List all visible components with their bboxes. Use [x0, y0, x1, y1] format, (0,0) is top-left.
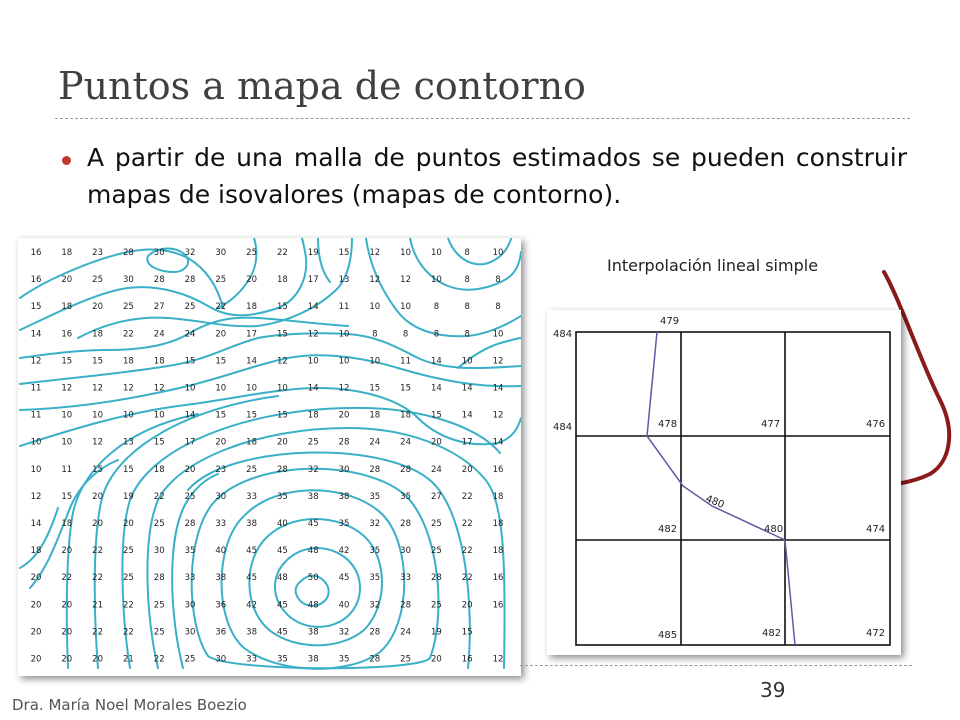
grid-value: 18	[400, 410, 412, 421]
grid-value: 15	[276, 329, 288, 340]
grid-value: 28	[400, 600, 412, 611]
grid-value: 45	[276, 600, 288, 611]
grid-value: 16	[492, 573, 504, 584]
node-value: 474	[866, 524, 886, 535]
grid-value: 25	[307, 437, 319, 448]
grid-value: 40	[215, 546, 227, 557]
grid-value: 14	[461, 410, 473, 421]
grid-value: 10	[400, 302, 412, 313]
grid-value: 15	[338, 248, 350, 258]
grid-value: 22	[92, 573, 104, 584]
node-value: 476	[866, 419, 886, 430]
grid-value: 35	[400, 491, 412, 502]
grid-value: 28	[338, 437, 350, 448]
grid-value: 14	[307, 302, 319, 313]
grid-value: 8	[495, 275, 501, 286]
grid-value: 11	[30, 383, 42, 394]
grid-value: 32	[184, 248, 196, 258]
title-divider	[55, 118, 910, 119]
grid-value: 45	[307, 519, 319, 529]
grid-value: 8	[495, 302, 501, 313]
grid-value: 25	[122, 573, 134, 584]
grid-value: 8	[433, 302, 440, 313]
grid-value: 12	[92, 437, 104, 448]
grid-value: 25	[153, 519, 165, 529]
grid-value: 32	[369, 519, 381, 529]
grid-value: 18	[492, 491, 504, 502]
grid-value: 16	[30, 275, 42, 286]
grid-value: 18	[369, 410, 381, 421]
node-value: 482	[658, 524, 678, 535]
grid-value: 28	[369, 464, 381, 475]
grid-value: 28	[369, 654, 381, 665]
grid-value: 18	[246, 302, 258, 313]
grid-value: 28	[369, 627, 381, 638]
contour-grid-figure	[18, 238, 521, 676]
grid-value: 20	[430, 437, 442, 448]
grid-value: 20	[61, 275, 73, 286]
grid-value: 18	[61, 519, 73, 529]
grid-value: 10	[369, 302, 381, 313]
grid-value: 10	[30, 464, 42, 475]
grid-value: 28	[184, 519, 196, 529]
grid-value: 30	[122, 275, 134, 286]
grid-value: 19	[122, 491, 134, 502]
grid-value: 15	[184, 356, 196, 367]
grid-value: 17	[307, 275, 319, 286]
grid-value: 11	[61, 464, 73, 475]
grid-value: 21	[122, 654, 134, 665]
node-value: 477	[761, 419, 781, 430]
grid-value: 22	[153, 491, 165, 502]
grid-value: 33	[246, 491, 258, 502]
grid-value: 16	[492, 464, 504, 475]
grid-value: 22	[122, 329, 134, 340]
grid-value: 15	[61, 491, 73, 502]
grid-value: 35	[338, 519, 350, 529]
grid-value: 30	[153, 248, 165, 258]
grid-value: 10	[215, 383, 227, 394]
grid-value: 33	[400, 573, 412, 584]
grid-value: 16	[30, 248, 42, 258]
grid-value: 38	[307, 627, 319, 638]
grid-value: 10	[61, 437, 73, 448]
grid-value: 32	[307, 464, 319, 475]
grid-value: 10	[430, 275, 442, 286]
isoline-480	[647, 332, 795, 645]
grid-value: 12	[492, 654, 504, 665]
node-value: 484	[553, 422, 573, 433]
grid-value: 25	[184, 491, 196, 502]
grid-value: 12	[400, 275, 412, 286]
grid-value: 14	[461, 383, 473, 394]
contour-grid-svg	[18, 238, 521, 676]
grid-value: 48	[307, 546, 319, 557]
grid-value: 10	[338, 356, 350, 367]
grid-value: 20	[61, 654, 73, 665]
grid-value: 12	[307, 329, 319, 340]
grid-value: 40	[338, 600, 350, 611]
grid-value: 22	[461, 573, 473, 584]
grid-value: 14	[246, 356, 258, 367]
grid-value: 33	[246, 654, 258, 665]
grid-value: 22	[461, 546, 473, 557]
author-footer: Dra. María Noel Morales Boezio	[12, 696, 247, 714]
bullet-marker	[62, 156, 71, 165]
grid-value: 8	[372, 329, 378, 340]
grid-value: 15	[430, 410, 442, 421]
grid-value: 38	[246, 627, 258, 638]
grid-value: 22	[461, 491, 473, 502]
grid-value: 35	[184, 546, 196, 557]
grid-value: 13	[122, 437, 134, 448]
grid-value: 45	[276, 627, 288, 638]
page-number: 39	[760, 678, 786, 702]
node-value: 480	[764, 524, 784, 535]
grid-value: 35	[369, 491, 381, 502]
grid-value: 15	[215, 356, 227, 367]
grid-value: 48	[276, 573, 288, 584]
grid-value: 10	[307, 356, 319, 367]
grid-value: 20	[61, 546, 73, 557]
grid-value: 14	[307, 383, 319, 394]
grid-value: 45	[246, 573, 258, 584]
grid-value: 36	[215, 600, 227, 611]
grid-value: 12	[338, 383, 350, 394]
grid-value: 11	[400, 356, 412, 367]
grid-value: 38	[215, 573, 227, 584]
grid-value: 15	[276, 410, 288, 421]
grid-value: 45	[338, 573, 350, 584]
grid-value: 12	[369, 275, 381, 286]
interpolation-label: Interpolación lineal simple	[607, 256, 819, 275]
grid-value: 10	[461, 356, 473, 367]
interpolation-figure	[547, 310, 901, 655]
grid-value: 15	[369, 383, 381, 394]
grid-value: 20	[30, 627, 42, 638]
grid-value: 28	[400, 519, 412, 529]
grid-value: 25	[430, 546, 442, 557]
grid-value: 42	[246, 600, 258, 611]
grid-value: 16	[61, 329, 73, 340]
grid-value: 22	[61, 573, 73, 584]
grid-value: 35	[369, 573, 381, 584]
grid-value: 35	[276, 491, 288, 502]
grid-value: 25	[430, 600, 442, 611]
node-value: 472	[866, 628, 886, 639]
grid-value: 25	[184, 654, 196, 665]
grid-value: 28	[430, 573, 442, 584]
grid-value: 30	[338, 464, 350, 475]
grid-value: 16	[461, 654, 473, 665]
grid-value: 24	[153, 329, 165, 340]
node-value: 484	[553, 329, 573, 340]
grid-value: 25	[246, 248, 258, 258]
grid-value: 10	[153, 410, 165, 421]
grid-value: 15	[246, 410, 258, 421]
grid-value: 23	[92, 248, 104, 258]
grid-value: 12	[369, 248, 381, 258]
grid-value: 25	[215, 275, 227, 286]
grid-value: 20	[184, 464, 196, 475]
grid-value: 18	[92, 329, 104, 340]
isoline-label: 480	[703, 493, 726, 511]
grid-value: 20	[246, 275, 258, 286]
grid-value: 8	[433, 329, 440, 340]
grid-value: 28	[276, 464, 288, 475]
grid-value: 25	[153, 600, 165, 611]
grid-value: 22	[215, 302, 227, 313]
grid-value: 24	[369, 437, 381, 448]
grid-value: 10	[30, 437, 42, 448]
grid-value: 8	[464, 275, 470, 286]
grid-value: 12	[122, 383, 134, 394]
grid-value: 25	[246, 464, 258, 475]
grid-value: 20	[92, 302, 104, 313]
grid-value: 12	[492, 356, 504, 367]
grid-value: 10	[92, 410, 104, 421]
interpolation-grid-lines	[576, 332, 890, 645]
grid-value: 8	[464, 248, 470, 258]
grid-value: 38	[307, 654, 319, 665]
grid-value: 14	[30, 519, 42, 529]
grid-value: 40	[276, 519, 288, 529]
grid-value: 24	[430, 464, 442, 475]
grid-value: 24	[400, 437, 412, 448]
grid-value: 38	[307, 491, 319, 502]
grid-value: 20	[276, 437, 288, 448]
grid-value: 15	[153, 437, 165, 448]
grid-value: 8	[402, 329, 409, 340]
grid-value: 25	[122, 302, 134, 313]
grid-value: 21	[92, 600, 104, 611]
grid-value: 13	[338, 275, 350, 286]
grid-value: 28	[122, 248, 134, 258]
grid-value: 12	[61, 383, 73, 394]
grid-value: 15	[92, 464, 104, 475]
grid-value: 12	[153, 383, 165, 394]
grid-value: 14	[184, 410, 196, 421]
grid-value: 20	[215, 437, 227, 448]
grid-value: 18	[492, 519, 504, 529]
grid-value: 28	[400, 464, 412, 475]
grid-value: 18	[276, 275, 288, 286]
grid-value: 12	[30, 356, 42, 367]
grid-value: 25	[430, 519, 442, 529]
slide-title: Puntos a mapa de contorno	[58, 64, 586, 108]
grid-value: 28	[153, 275, 165, 286]
grid-value: 14	[492, 437, 504, 448]
grid-value: 10	[492, 248, 504, 258]
grid-value: 25	[92, 275, 104, 286]
grid-value: 45	[246, 546, 258, 557]
grid-value: 22	[461, 519, 473, 529]
grid-value: 22	[122, 600, 134, 611]
grid-value: 10	[61, 410, 73, 421]
grid-value: 18	[30, 546, 42, 557]
grid-value: 27	[430, 491, 442, 502]
grid-value: 10	[338, 329, 350, 340]
grid-value: 17	[461, 437, 473, 448]
grid-value: 18	[153, 356, 165, 367]
grid-value: 15	[30, 302, 42, 313]
grid-value: 20	[338, 410, 350, 421]
grid-value: 14	[492, 383, 504, 394]
grid-value: 18	[307, 410, 319, 421]
grid-value: 35	[338, 654, 350, 665]
grid-value: 25	[400, 654, 412, 665]
grid-value: 8	[464, 302, 470, 313]
grid-value: 28	[184, 275, 196, 286]
grid-value: 12	[92, 383, 104, 394]
grid-value: 20	[30, 600, 42, 611]
grid-value: 33	[184, 573, 196, 584]
grid-value: 20	[461, 600, 473, 611]
grid-value: 11	[338, 302, 350, 313]
grid-value: 33	[215, 519, 227, 529]
grid-value: 25	[122, 546, 134, 557]
grid-value: 27	[153, 302, 165, 313]
grid-value: 22	[276, 248, 288, 258]
grid-value: 20	[215, 329, 227, 340]
grid-value: 10	[492, 329, 504, 340]
grid-value: 12	[30, 491, 42, 502]
grid-value: 10	[430, 248, 442, 258]
grid-value: 15	[461, 627, 473, 638]
grid-value: 30	[400, 546, 412, 557]
grid-value: 12	[492, 410, 504, 421]
grid-value: 20	[92, 491, 104, 502]
node-value: 479	[660, 316, 680, 327]
grid-value: 10	[369, 356, 381, 367]
grid-value: 20	[61, 627, 73, 638]
grid-value: 15	[122, 464, 134, 475]
grid-value: 20	[30, 654, 42, 665]
grid-value: 38	[246, 519, 258, 529]
grid-value: 22	[92, 627, 104, 638]
grid-value: 20	[430, 654, 442, 665]
grid-value: 15	[400, 383, 412, 394]
grid-value: 14	[430, 383, 442, 394]
grid-value: 15	[92, 356, 104, 367]
grid-value: 20	[92, 654, 104, 665]
grid-value: 20	[30, 573, 42, 584]
grid-value: 23	[215, 464, 227, 475]
grid-value: 30	[184, 600, 196, 611]
bullet-text: A partir de una malla de puntos estimados se pueden construir mapas de isovalores (mapas de contorno).	[87, 143, 907, 209]
grid-value: 10	[122, 410, 134, 421]
grid-value: 35	[276, 654, 288, 665]
grid-value: 10	[400, 248, 412, 258]
grid-value: 11	[30, 410, 42, 421]
grid-value: 48	[307, 600, 319, 611]
grid-value: 35	[369, 546, 381, 557]
grid-value: 12	[276, 356, 288, 367]
grid-value: 16	[492, 600, 504, 611]
grid-value: 45	[276, 546, 288, 557]
grid-value: 8	[464, 329, 470, 340]
grid-value: 32	[338, 627, 350, 638]
grid-value: 22	[153, 654, 165, 665]
grid-value: 24	[400, 627, 412, 638]
grid-value: 18	[153, 464, 165, 475]
grid-value: 28	[153, 573, 165, 584]
grid-value: 18	[246, 437, 258, 448]
grid-value: 15	[61, 356, 73, 367]
grid-value: 18	[122, 356, 134, 367]
grid-value: 14	[30, 329, 42, 340]
node-value: 482	[762, 628, 782, 639]
grid-value: 17	[184, 437, 196, 448]
grid-value: 30	[215, 654, 227, 665]
grid-value: 42	[338, 546, 350, 557]
grid-value: 19	[430, 627, 442, 638]
grid-value: 20	[461, 464, 473, 475]
grid-value: 18	[61, 248, 73, 258]
node-value: 485	[658, 630, 678, 641]
grid-value: 10	[276, 383, 288, 394]
grid-value: 30	[215, 491, 227, 502]
grid-value: 30	[215, 248, 227, 258]
grid-value: 15	[215, 410, 227, 421]
grid-value: 10	[184, 383, 196, 394]
grid-value: 14	[430, 356, 442, 367]
footer-divider	[520, 665, 912, 666]
grid-value: 20	[92, 519, 104, 529]
grid-value: 30	[184, 627, 196, 638]
grid-value: 22	[122, 627, 134, 638]
grid-value: 15	[276, 302, 288, 313]
grid-value: 30	[153, 546, 165, 557]
grid-value: 24	[184, 329, 196, 340]
interpolation-svg	[547, 310, 901, 655]
grid-value: 20	[61, 600, 73, 611]
grid-value: 50	[307, 573, 319, 584]
grid-value: 32	[369, 600, 381, 611]
grid-value: 25	[184, 302, 196, 313]
grid-value: 38	[338, 491, 350, 502]
grid-value: 10	[246, 383, 258, 394]
grid-value: 20	[122, 519, 134, 529]
grid-value: 19	[307, 248, 319, 258]
grid-value: 22	[92, 546, 104, 557]
grid-value: 18	[492, 546, 504, 557]
grid-value: 36	[215, 627, 227, 638]
grid-value: 18	[61, 302, 73, 313]
grid-value: 17	[246, 329, 258, 340]
node-value: 478	[658, 419, 678, 430]
grid-value: 25	[153, 627, 165, 638]
